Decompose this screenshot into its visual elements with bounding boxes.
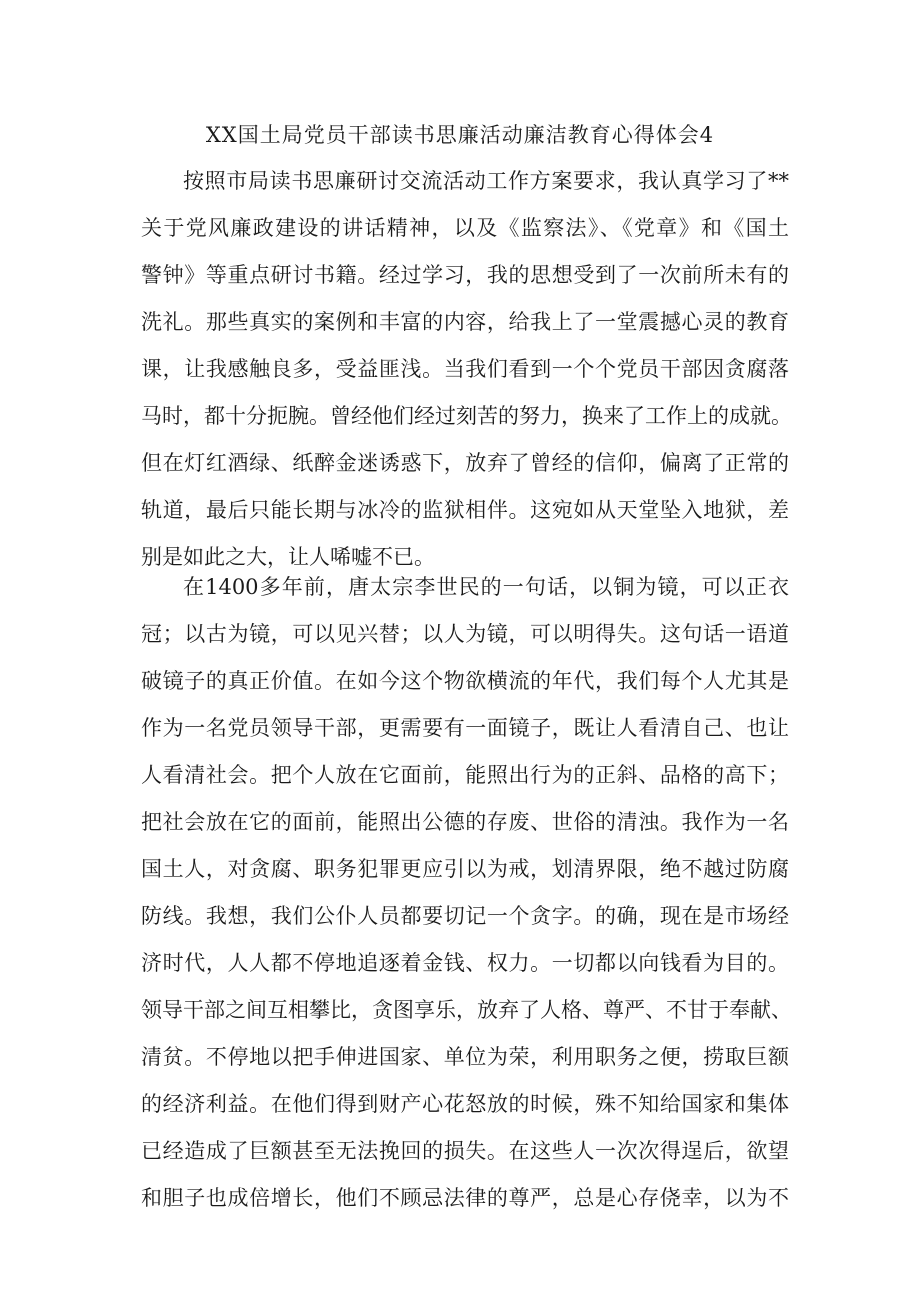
paragraph-1: [141, 158, 792, 581]
paragraph-line: 破镜子的真正价值。在如今这个物欲横流的年代，我们每个人尤其是: [141, 669, 789, 693]
paragraph-line: 关于党风廉政建设的讲话精神，以及《监察法》、《党章》和《国土: [141, 216, 789, 240]
paragraph-line: 把社会放在它的面前，能照出公德的存废、世俗的清浊。我作为一名: [141, 810, 789, 834]
paragraph-line: 的经济利益。在他们得到财产心花怒放的时候，殊不知给国家和集体: [141, 1092, 789, 1116]
paragraph-line: 和胆子也成倍增长，他们不顾忌法律的尊严，总是心存侥幸，以为不: [141, 1186, 789, 1210]
paragraph-2: [141, 564, 792, 1222]
paragraph-line: 清贫。不停地以把手伸进国家、单位为荣，利用职务之便，捞取巨额: [141, 1045, 789, 1069]
paragraph-line: 防线。我想，我们公仆人员都要切记一个贪字。的确，现在是市场经: [141, 904, 789, 928]
paragraph-line: 按照市局读书思廉研讨交流活动工作方案要求，我认真学习了**: [183, 169, 789, 193]
paragraph-line: 作为一名党员领导干部，更需要有一面镜子，既让人看清自己、也让: [141, 716, 789, 740]
paragraph-line: 济时代，人人都不停地追逐着金钱、权力。一切都以向钱看为目的。: [141, 951, 789, 975]
paragraph-line: 别是如此之大，让人唏嘘不已。: [141, 545, 435, 569]
paragraph-line: 领导干部之间互相攀比，贪图享乐，放弃了人格、尊严、不甘于奉献、: [141, 998, 792, 1022]
paragraph-line: 洗礼。那些真实的案例和丰富的内容，给我上了一堂震撼心灵的教育: [141, 310, 789, 334]
document-title: XX国土局党员干部读书思廉活动廉洁教育心得体会4: [205, 123, 715, 147]
paragraph-line: 警钟》等重点研讨书籍。经过学习，我的思想受到了一次前所未有的: [141, 263, 789, 287]
paragraph-line: 但在灯红酒绿、纸醉金迷诱惑下，放弃了曾经的信仰，偏离了正常的: [141, 451, 789, 475]
paragraph-line: 冠；以古为镜，可以见兴替；以人为镜，可以明得失。这句话一语道: [141, 622, 789, 646]
paragraph-line: 已经造成了巨额甚至无法挽回的损失。在这些人一次次得逞后，欲望: [141, 1139, 789, 1163]
paragraph-line: 人看清社会。把个人放在它面前，能照出行为的正斜、品格的高下；: [141, 763, 789, 787]
paragraph-line: 课，让我感触良多，受益匪浅。当我们看到一个个党员干部因贪腐落: [141, 357, 789, 381]
paragraph-line: 马时，都十分扼腕。曾经他们经过刻苦的努力，换来了工作上的成就。: [141, 404, 792, 428]
paragraph-line: 国土人，对贪腐、职务犯罪更应引以为戒，划清界限，绝不越过防腐: [141, 857, 789, 881]
paragraph-line: 在1400多年前，唐太宗李世民的一句话，以铜为镜，可以正衣: [183, 575, 789, 599]
paragraph-line: 轨道，最后只能长期与冰冷的监狱相伴。这宛如从天堂坠入地狱，差: [141, 498, 789, 522]
